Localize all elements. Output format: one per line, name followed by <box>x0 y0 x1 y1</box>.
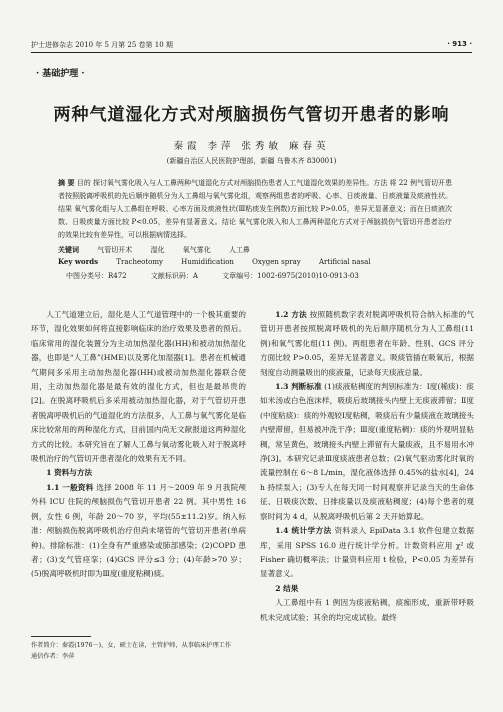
subsection-heading: 1.1 一般资料 <box>46 482 94 492</box>
article-title: 两种气道湿化方式对颅脑损伤气管切开患者的影响 <box>53 105 450 125</box>
keyword-cn: 气管切开术 <box>97 246 133 254</box>
page-number: · 913 · <box>447 40 472 48</box>
left-column <box>31 308 246 582</box>
author-bio: 作者简介：秦霞(1976－)，女，硕士在读，主管护师，从事临床护理工作 <box>31 642 232 649</box>
footnote-rule <box>31 636 91 637</box>
keyword-cn: 氧气雾化 <box>182 246 211 254</box>
abstract-label: 摘 要 <box>58 178 75 187</box>
keyword-cn: 湿化 <box>150 246 165 254</box>
keywords-cn-line <box>58 244 452 256</box>
keywords-en-label: Key words <box>58 257 99 266</box>
section-heading: 1 资料与方法 <box>46 468 93 478</box>
subsection-heading: 1.3 判断标准 <box>275 382 322 392</box>
running-header <box>31 40 472 52</box>
results-paragraph: 人工鼻组中有 1 例因为痰液粘稠，痰痂形成，重新带呼吸机未完成试验；其余的均完成试验。最终 <box>260 598 474 622</box>
keyword-en: Tracheotomy <box>116 258 163 266</box>
keyword-en: Humidification <box>181 258 234 266</box>
abstract-text: 目的 探讨氧气雾化吸入与人工鼻两种气道湿化方式对颅脑损伤患者人工气道湿化效果的差异性。方法 将 22 例气管切开患者按照脱离呼吸机的先后顺序随机分为人工鼻组与氧气雾化组，观察两组患者的呼吸、心率、日痰液量、日痰液量及痰液性状。结果 氧气雾化组与人工鼻组在呼吸、心率方面及痰液性状(Ⅲ粘痰发生例数)方面比较 P>0.05，差异无显著意义；而在日痰液次数、日吸痰量方面比较 P<0.05，差异有显著意义。结论 氧气雾化吸入和人工鼻两种湿化方式对于颅脑损伤气管切开患者治疗的效果比较有差异性，可以根据病情选择。 <box>58 179 452 239</box>
document-code: 文献标识码：A <box>150 272 198 280</box>
keywords-en-line <box>58 256 452 268</box>
paragraph-text: (1)痰液粘稠度的判别标准为：Ⅰ度(稀痰)：痰如米汤或白色泡沫样，吸痰后玻璃接头内壁上无痰液滞留；Ⅱ度(中度粘痰)：痰的外观较Ⅰ度粘稠，吸痰后有少量痰液在玻璃接头内壁滞留，但易被冲洗干净；Ⅲ度(重度粘稠)：痰的外观明显粘稠，常呈黄色，玻璃接头内壁上滞留有大量痰液，且不易用水冲净[3]。本研究记录Ⅲ度痰液患者总数；(2)氧气驱动雾化时氧的流量控制在 6～8 L/min，湿化液体选择 0.45%的盐水[4]，24 h 持续泵入；(3)专人在每天同一时间观察并记录当天的生命体征、日吸痰次数、日排痰量以及痰液粘稠度；(4)每个患者的观察时间为 4 d，从脱离呼吸机后第 2 天开始算起。 <box>260 382 474 521</box>
keywords-label: 关键词 <box>58 245 79 254</box>
keyword-en: Artificial nasal <box>318 258 371 266</box>
article-number: 文章编号：1002-6975(2010)10-0913-03 <box>222 272 359 280</box>
corresponding-author: 通信作者：李萍 <box>31 653 75 660</box>
section-tag: · 基础护理 · <box>36 69 85 79</box>
paragraph-text: 资料录入 EpiData 3.1 软件包建立数据库，采用 SPSS 16.0 进行统计学分析。计数资料应用 χ² 或 Fisher 确切概率法；计量资料应用 t 检验，P<0.05 为差异有显著意义。 <box>260 526 474 579</box>
abstract <box>58 176 452 242</box>
footnote <box>31 640 246 662</box>
paragraph <box>260 524 474 582</box>
keywords <box>58 244 452 268</box>
section-heading: 2 结果 <box>275 583 299 593</box>
intro-paragraph: 人工气道建立后，湿化是人工气道管理中的一个极其重要的环节，湿化效果如何将直接影响临床的治疗效果及患者的预后。临床常用的湿化装置分为主动加热湿化器(HH)和被动加热湿化器，也即是“人工鼻”(HME)以及雾化加湿器[1]。患者在机械通气期间多采用主动加热湿化器(HH)或被动加热湿化器联合使用，主动加热湿化器是最有效的湿化方式，但也是最昂贵的[2]。在脱离呼吸机后多采用被动加热湿化器，对于气管切开患者脱离呼吸机后的气道湿化的方法很多，人工鼻与氧气雾化是临床比较常用的两种湿化方式，目前国内尚无文献报道这两种湿化方式的比较。本研究旨在了解人工鼻与氧动雾化吸入对于脱离呼吸机治疗的气管切开患者湿化的效果有无不同。 <box>31 310 246 464</box>
subsection-heading: 1.4 统计学方法 <box>275 526 332 536</box>
journal-info: 护士进修杂志 2010 年 5 月第 25 卷第 10 期 <box>31 41 173 49</box>
right-column <box>260 308 474 625</box>
keyword-en: Oxygen spray <box>252 258 301 266</box>
paragraph-text: 选择 2008 年 11 月～2009 年 9 月我院颅外科 ICU 住院的颅脑损伤气管切开患者 22 例。其中男性 16 例，女性 6 例，年龄 20～70 岁，平均(55±11.2)岁。纳入标准：颅脑损伤脱离呼吸机治疗但尚未堵管的气管切开患者(单病种)。排除标准：(1)全身有严重感染或肺部感染；(2)COPD 患者；(3)支气管痉挛；(4)GCS 评分≤3 分；(4)年龄>70 岁；(5)脱离呼吸机时即为Ⅲ度(重度粘稠)痰。 <box>31 482 246 579</box>
paragraph <box>260 308 474 380</box>
class-number: 中图分类号：R472 <box>66 272 127 280</box>
paragraph <box>31 481 246 582</box>
affiliation: (新疆自治区人民医院护理部，新疆 乌鲁木齐 830001) <box>166 157 337 165</box>
header-rule <box>31 52 472 53</box>
authors: 秦霞 李萍 张秀敏 麻春英 <box>173 141 330 152</box>
keyword-cn: 人工鼻 <box>228 246 250 254</box>
classification-line <box>66 271 456 281</box>
paragraph-text: 按照随机数字表对脱离呼吸机符合纳入标准的气管切开患者按照脱离呼吸机的先后顺序随机分为人工鼻组(11 例)和氧气雾化组(11 例)。两组患者在年龄、性别、GCS 评分方面比较 P>0.05，差异无显著意义。吸痰管插在吸氧后，根据刻度自动测量吸出的痰液量，记录每天痰液总量。 <box>260 310 475 377</box>
subsection-heading: 1.2 方法 <box>275 310 307 319</box>
paragraph <box>260 380 474 524</box>
